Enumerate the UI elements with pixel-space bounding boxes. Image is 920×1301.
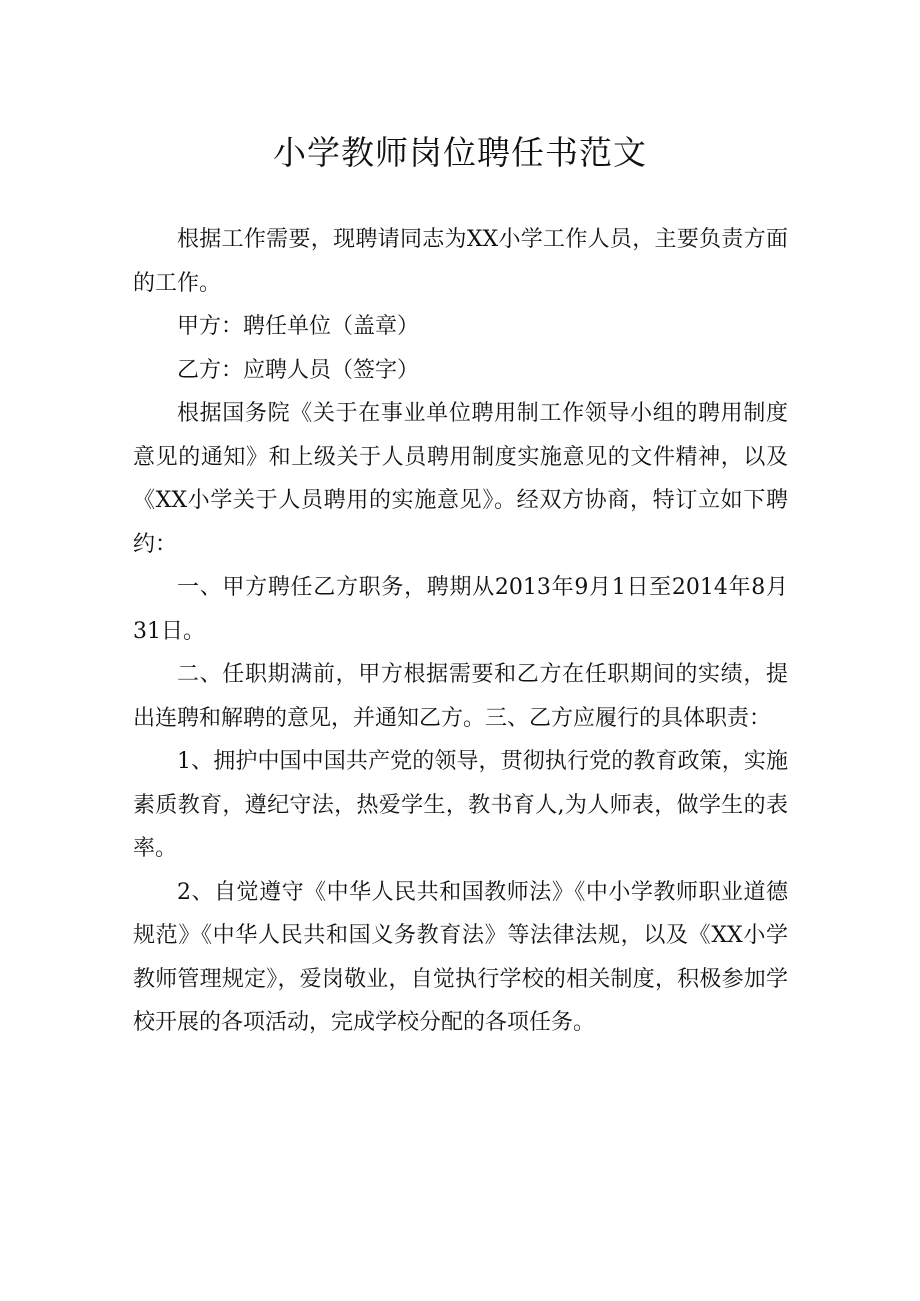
paragraph-duty-1: 1、拥护中国中国共产党的领导，贯彻执行党的教育政策，实施素质教育，遵纪守法，热爱学生，教书育人,为人师表，做学生的表率。 (133, 749, 788, 861)
paragraph-party-b: 乙方：应聘人员（签字） (177, 357, 420, 383)
paragraph-basis: 根据国务院《关于在事业单位聘用制工作领导小组的聘用制度意见的通知》和上级关于人员聘用制度实施意见的文件精神，以及《XX小学关于人员聘用的实施意见》。经双方协商，特订立如下聘约： (133, 401, 788, 557)
paragraph-term: 一、甲方聘任乙方职务，聘期从2013年9月1日至2014年8月31日。 (133, 575, 788, 644)
paragraph-intro: 根据工作需要，现聘请同志为XX小学工作人员，主要负责方面的工作。 (133, 227, 788, 296)
document-title: 小学教师岗位聘任书范文 (273, 133, 647, 172)
paragraph-renewal: 二、任职期满前，甲方根据需要和乙方在任职期间的实绩，提出连聘和解聘的意见，并通知乙方。三、乙方应履行的具体职责： (133, 662, 788, 731)
document-body (133, 218, 788, 1045)
paragraph-party-a: 甲方：聘任单位（盖章） (177, 314, 420, 339)
paragraph-duty-2: 2、自觉遵守《中华人民共和国教师法》《中小学教师职业道德规范》《中华人民共和国义务教育法》等法律法规，以及《XX小学教师管理规定》，爱岗敬业，自觉执行学校的相关制度，积极参加学校开展的各项活动，完成学校分配的各项任务。 (133, 879, 788, 1035)
